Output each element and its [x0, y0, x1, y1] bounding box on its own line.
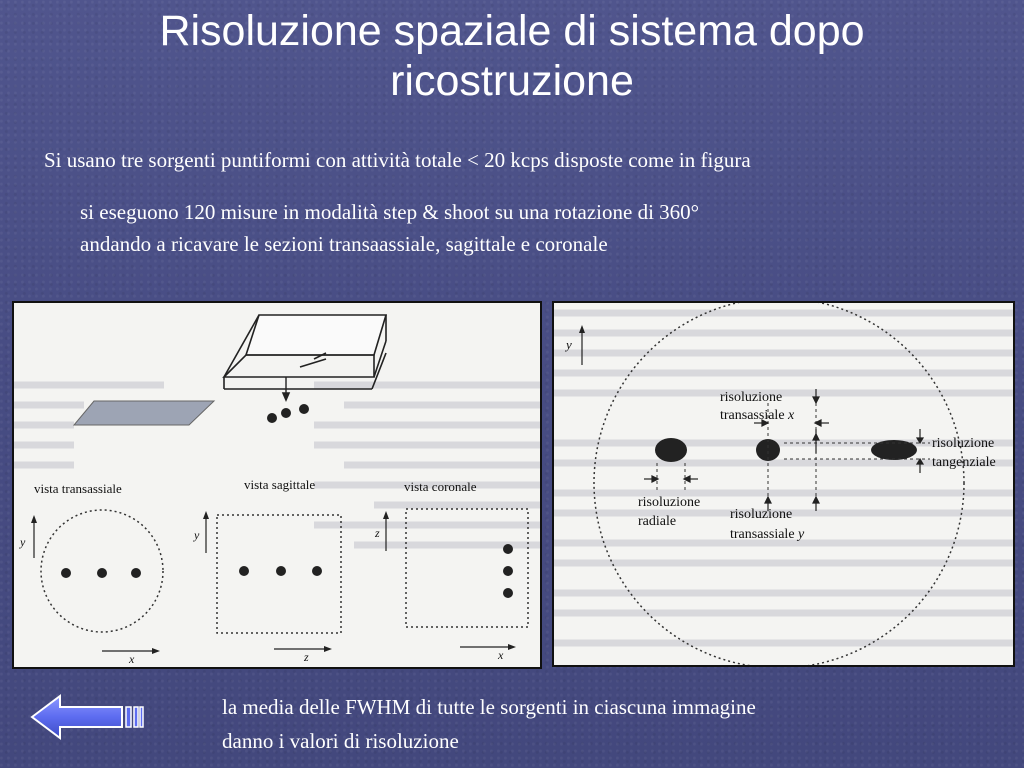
axis-y-label: y	[566, 337, 572, 352]
label-sagittal-view: vista sagittale	[244, 477, 316, 492]
procedure-text	[80, 196, 960, 260]
svg-text:risoluzione: risoluzione	[730, 507, 793, 522]
axis-y-sagittal: y	[194, 528, 200, 542]
conclusion-line-1: la media delle FWHM di tutte le sorgenti in ciascuna immagine	[222, 695, 756, 719]
conclusion-text	[222, 690, 1002, 758]
svg-text:tangenziale: tangenziale	[932, 455, 996, 470]
label-transaxial-view: vista transassiale	[34, 481, 122, 496]
conclusion-line-2: danno i valori di risoluzione	[222, 729, 459, 753]
slide-title	[0, 6, 1024, 106]
transaxial-view	[31, 510, 163, 654]
back-arrow-icon	[30, 694, 146, 740]
axis-z-coronal: z	[375, 526, 380, 540]
views-diagram	[14, 303, 540, 667]
source-plane	[74, 401, 309, 425]
svg-text:risoluzione: risoluzione	[720, 390, 783, 405]
resolution-diagram	[554, 303, 1013, 665]
label-coronal-view: vista coronale	[404, 479, 477, 494]
source-left	[655, 438, 687, 462]
figure-resolution	[552, 301, 1015, 667]
label-tangential	[932, 436, 996, 470]
coronal-view	[383, 509, 528, 650]
svg-text:radiale: radiale	[638, 514, 677, 529]
title-line-2: ricostruzione	[390, 57, 634, 105]
figure-views	[12, 301, 542, 669]
sagittal-view	[203, 511, 341, 652]
svg-text:transassiale x: transassiale x	[720, 408, 795, 423]
axis-x-coronal: x	[498, 648, 504, 662]
procedure-line-2: andando a ricavare le sezioni transaassiale, sagittale e coronale	[80, 232, 608, 256]
intro-text: Si usano tre sorgenti puntiformi con attività totale < 20 kcps disposte come in figura	[44, 148, 751, 172]
axis-x-transaxial: x	[129, 652, 135, 666]
svg-text:transassiale y: transassiale y	[730, 527, 805, 542]
procedure-line-1: si eseguono 120 misure in modalità step & shoot su una rotazione di 360°	[80, 200, 700, 224]
scan-texture	[554, 313, 1013, 643]
title-line-1: Risoluzione spaziale di sistema dopo	[159, 7, 865, 55]
axis-z-sagittal: z	[304, 650, 309, 664]
svg-text:risoluzione: risoluzione	[638, 495, 701, 510]
back-arrow-button[interactable]	[30, 694, 146, 740]
svg-text:risoluzione: risoluzione	[932, 436, 995, 451]
axis-y-transaxial: y	[20, 535, 26, 549]
